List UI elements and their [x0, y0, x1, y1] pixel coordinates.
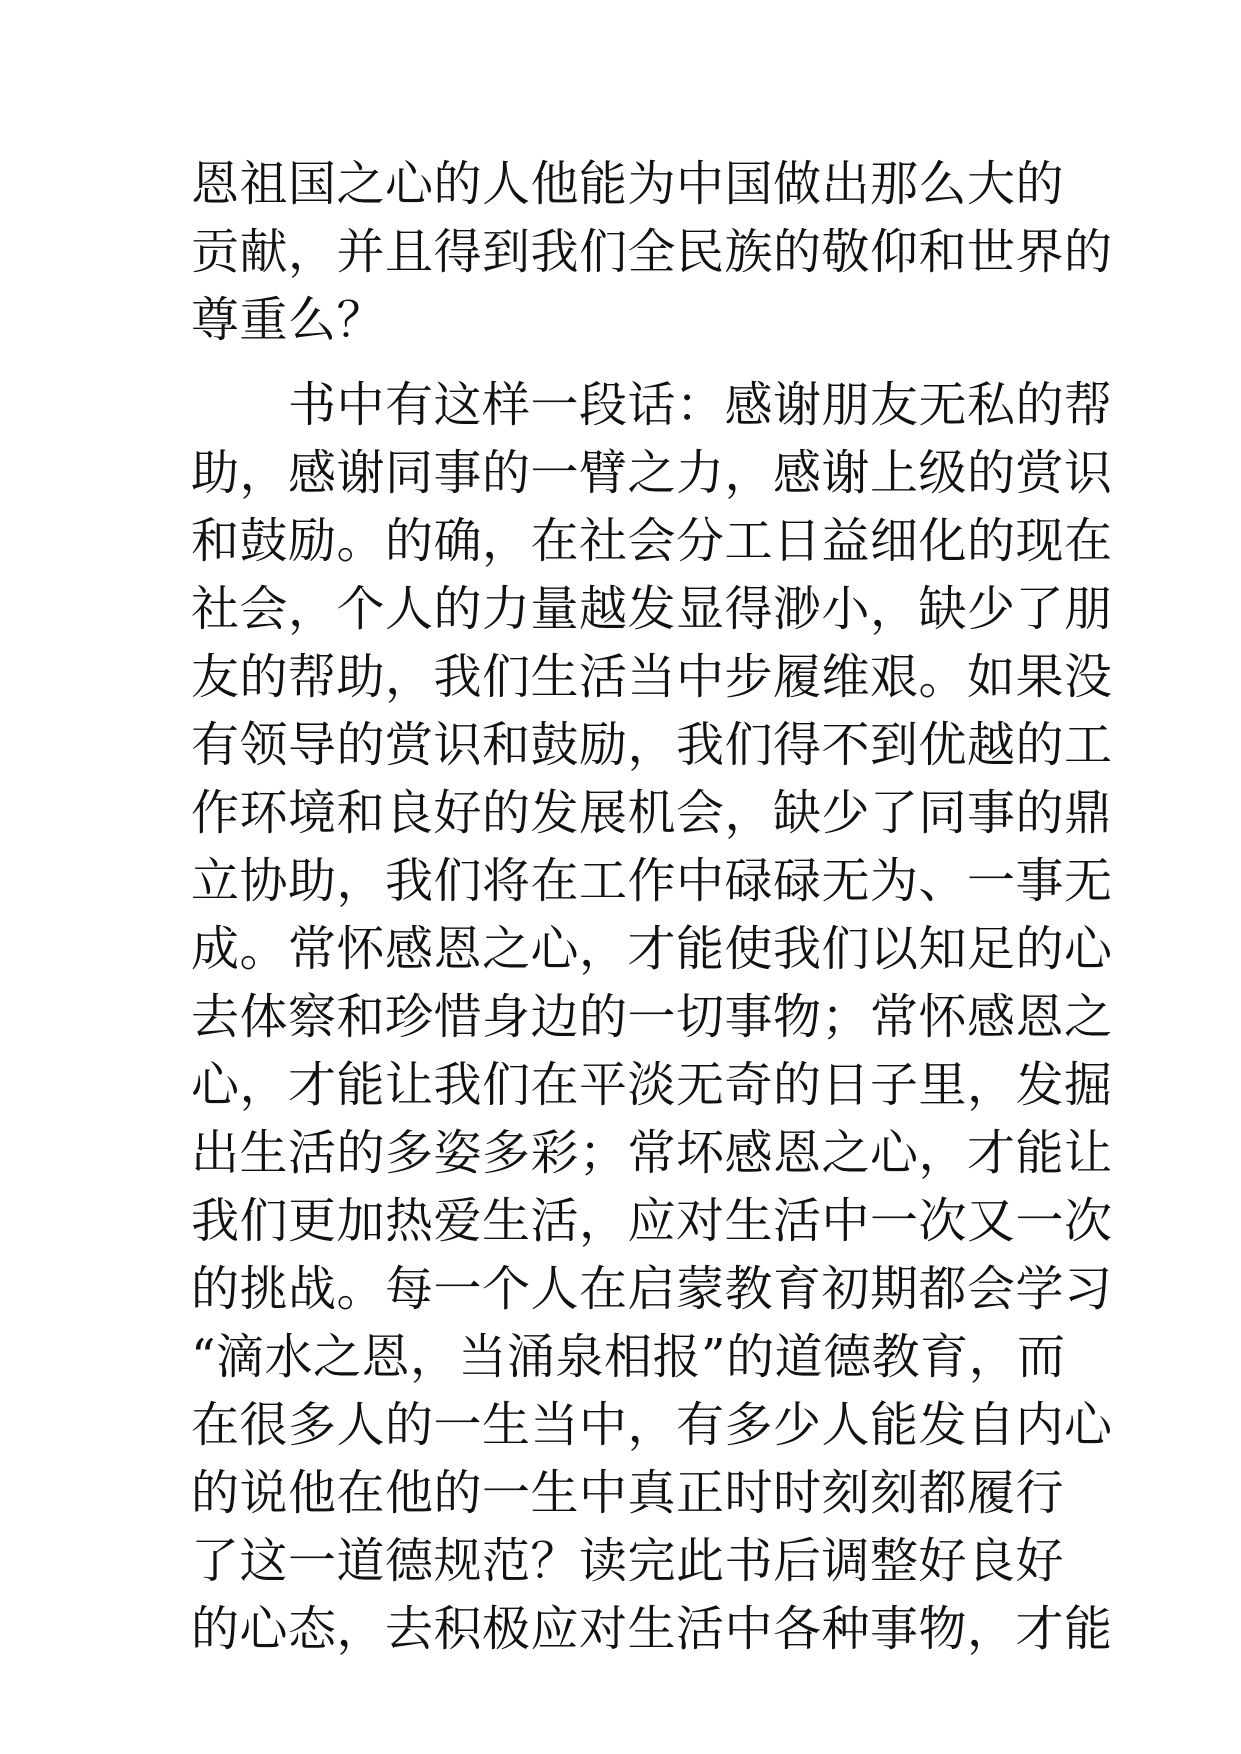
text-line: 了这一道德规范？读完此书后调整好良好 — [191, 1533, 1065, 1589]
text-line: “滴水之恩，当涌泉相报”的道德教育，而 — [191, 1329, 1066, 1385]
text-line: 心，才能让我们在平淡无奇的日子里，发掘 — [191, 1057, 1113, 1113]
text-line: 在很多人的一生当中，有多少人能发自内心 — [191, 1397, 1113, 1453]
text-line: 书中有这样一段话：感谢朋友无私的帮 — [191, 377, 1113, 433]
text-line: 立协助，我们将在工作中碌碌无为、一事无 — [191, 853, 1113, 909]
text-line: 成。常怀感恩之心，才能使我们以知足的心 — [191, 921, 1113, 977]
text-line: 助，感谢同事的一臂之力，感谢上级的赏识 — [191, 445, 1113, 501]
text-line: 的说他在他的一生中真正时时刻刻都履行 — [191, 1465, 1065, 1521]
text-line: 贡献，并且得到我们全民族的敬仰和世界的 — [191, 224, 1113, 280]
text-line: 作环境和良好的发展机会，缺少了同事的鼎 — [191, 785, 1113, 841]
text-line: 去体察和珍惜身边的一切事物；常怀感恩之 — [191, 989, 1113, 1045]
text-line: 恩祖国之心的人他能为中国做出那么大的 — [191, 156, 1065, 212]
body-text — [191, 150, 1113, 1663]
text-line: 友的帮助，我们生活当中步履维艰。如果没 — [191, 649, 1113, 705]
text-line: 有领导的赏识和鼓励，我们得不到优越的工 — [191, 717, 1113, 773]
text-line: 和鼓励。的确，在社会分工日益细化的现在 — [191, 513, 1113, 569]
text-line: 出生活的多姿多彩；常坏感恩之心，才能让 — [191, 1125, 1113, 1181]
text-line: 的心态，去积极应对生活中各种事物，才能 — [191, 1601, 1113, 1657]
text-line: 尊重么？ — [191, 292, 386, 348]
text-line: 社会，个人的力量越发显得渺小，缺少了朋 — [191, 581, 1113, 637]
text-line: 我们更加热爱生活，应对生活中一次又一次 — [191, 1193, 1113, 1249]
text-line: 的挑战。每一个人在启蒙教育初期都会学习 — [191, 1261, 1113, 1317]
